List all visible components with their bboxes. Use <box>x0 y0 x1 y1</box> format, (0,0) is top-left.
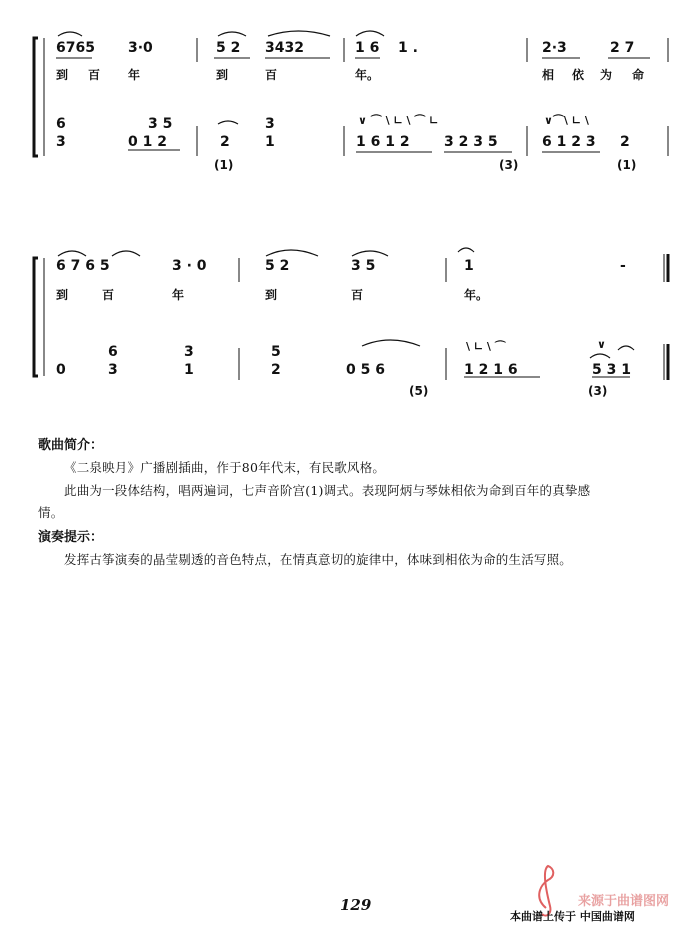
accompaniment-note-lower: 3 <box>56 134 66 150</box>
accompaniment-note-lower: 1 <box>265 134 275 150</box>
lyric-char: 到 <box>56 288 69 302</box>
lyric-char: 为 <box>600 68 613 82</box>
accompaniment-note-lower: 2 <box>620 134 630 150</box>
melody-note: - <box>620 258 626 274</box>
accompaniment-note-upper: 6 <box>108 344 118 360</box>
accompaniment-note-lower: 0 5 6 <box>346 362 385 378</box>
chord-degree: (3) <box>588 384 608 398</box>
melody-note: 6765 <box>56 40 95 56</box>
tips-heading: 演奏提示： <box>38 530 104 545</box>
lyric-char: 依 <box>572 68 585 82</box>
fingering-mark: ∨⌒\ ∟ \ <box>544 114 589 127</box>
accompaniment-note-lower: 2 <box>271 362 281 378</box>
system1-brace <box>34 38 38 156</box>
melody-note: 3 · 0 <box>172 258 207 274</box>
lyric-char: 到 <box>216 68 229 82</box>
melody-note: 2·3 <box>542 40 567 56</box>
tips-para: 发挥古筝演奏的晶莹剔透的音色特点，在情真意切的旋律中，体味到相依为命的生活写照。 <box>64 552 573 567</box>
watermark-text: 来源于曲谱图网 <box>578 894 670 909</box>
accompaniment-note-lower: 6 1 2 3 <box>542 134 596 150</box>
accompaniment-note-upper: 3 5 <box>148 116 173 132</box>
lyric-char: 到 <box>56 68 69 82</box>
chord-degree: (1) <box>617 158 637 172</box>
intro-heading: 歌曲简介： <box>38 438 104 453</box>
accompaniment-note-lower: 0 <box>56 362 66 378</box>
accompaniment-note-lower: 1 <box>184 362 194 378</box>
melody-note: 1 <box>464 258 474 274</box>
lyric-char: 百 <box>102 288 115 302</box>
accompaniment-note-lower: 1 2 1 6 <box>464 362 518 378</box>
fingering-mark: ∨ <box>597 338 606 351</box>
page-number: 129 <box>340 896 372 914</box>
fingering-mark: \ ∟ \ ⌒ <box>466 340 506 353</box>
accompaniment-note-lower: 0 1 2 <box>128 134 167 150</box>
system2-brace <box>34 258 38 376</box>
intro-para-1: 《二泉映月》广播剧插曲，作于80年代末，有民歌风格。 <box>64 460 386 475</box>
melody-note: 5 2 <box>265 258 290 274</box>
melody-note: 3432 <box>265 40 304 56</box>
melody-note: 2 7 <box>610 40 635 56</box>
lyric-char: 年 <box>172 288 185 302</box>
melody-note: 6 7 6 5 <box>56 258 110 274</box>
melody-note: 3·0 <box>128 40 153 56</box>
chord-degree: (3) <box>499 158 519 172</box>
accompaniment-note-lower: 3 2 3 5 <box>444 134 498 150</box>
lyric-char: 年。 <box>464 288 489 302</box>
chord-degree: (1) <box>214 158 234 172</box>
accompaniment-note-lower: 3 <box>108 362 118 378</box>
melody-note: 3 5 <box>351 258 376 274</box>
melody-note: 1 . <box>398 40 418 56</box>
accompaniment-note-upper: 6 <box>56 116 66 132</box>
lyric-char: 百 <box>88 68 101 82</box>
melody-note: 5 2 <box>216 40 241 56</box>
footer-text: 本曲谱上传于 中国曲谱网 <box>510 910 635 923</box>
lyric-char: 相 <box>542 68 555 82</box>
chord-degree: (5) <box>409 384 429 398</box>
accompaniment-note-lower: 5 3 1 <box>592 362 631 378</box>
accompaniment-note-upper: 5 <box>271 344 281 360</box>
intro-para-2-line2: 情。 <box>38 505 64 520</box>
fingering-mark: ∨ ⌒ \ ∟ \ ⌒ ∟ <box>358 114 439 127</box>
lyric-char: 百 <box>265 68 278 82</box>
lyric-char: 命 <box>632 68 645 82</box>
lyric-char: 年。 <box>355 68 380 82</box>
accompaniment-note-upper: 3 <box>265 116 275 132</box>
accompaniment-note-upper: 3 <box>184 344 194 360</box>
lyric-char: 百 <box>351 288 364 302</box>
accompaniment-note-lower: 2 <box>220 134 230 150</box>
lyric-char: 到 <box>265 288 278 302</box>
lyric-char: 年 <box>128 68 141 82</box>
accompaniment-note-lower: 1 6 1 2 <box>356 134 410 150</box>
melody-note: 1 6 <box>355 40 380 56</box>
intro-para-2-line1: 此曲为一段体结构，唱两遍词，七声音阶宫(1)调式。表现阿炳与琴妹相依为命到百年的真挚感 <box>64 483 591 498</box>
